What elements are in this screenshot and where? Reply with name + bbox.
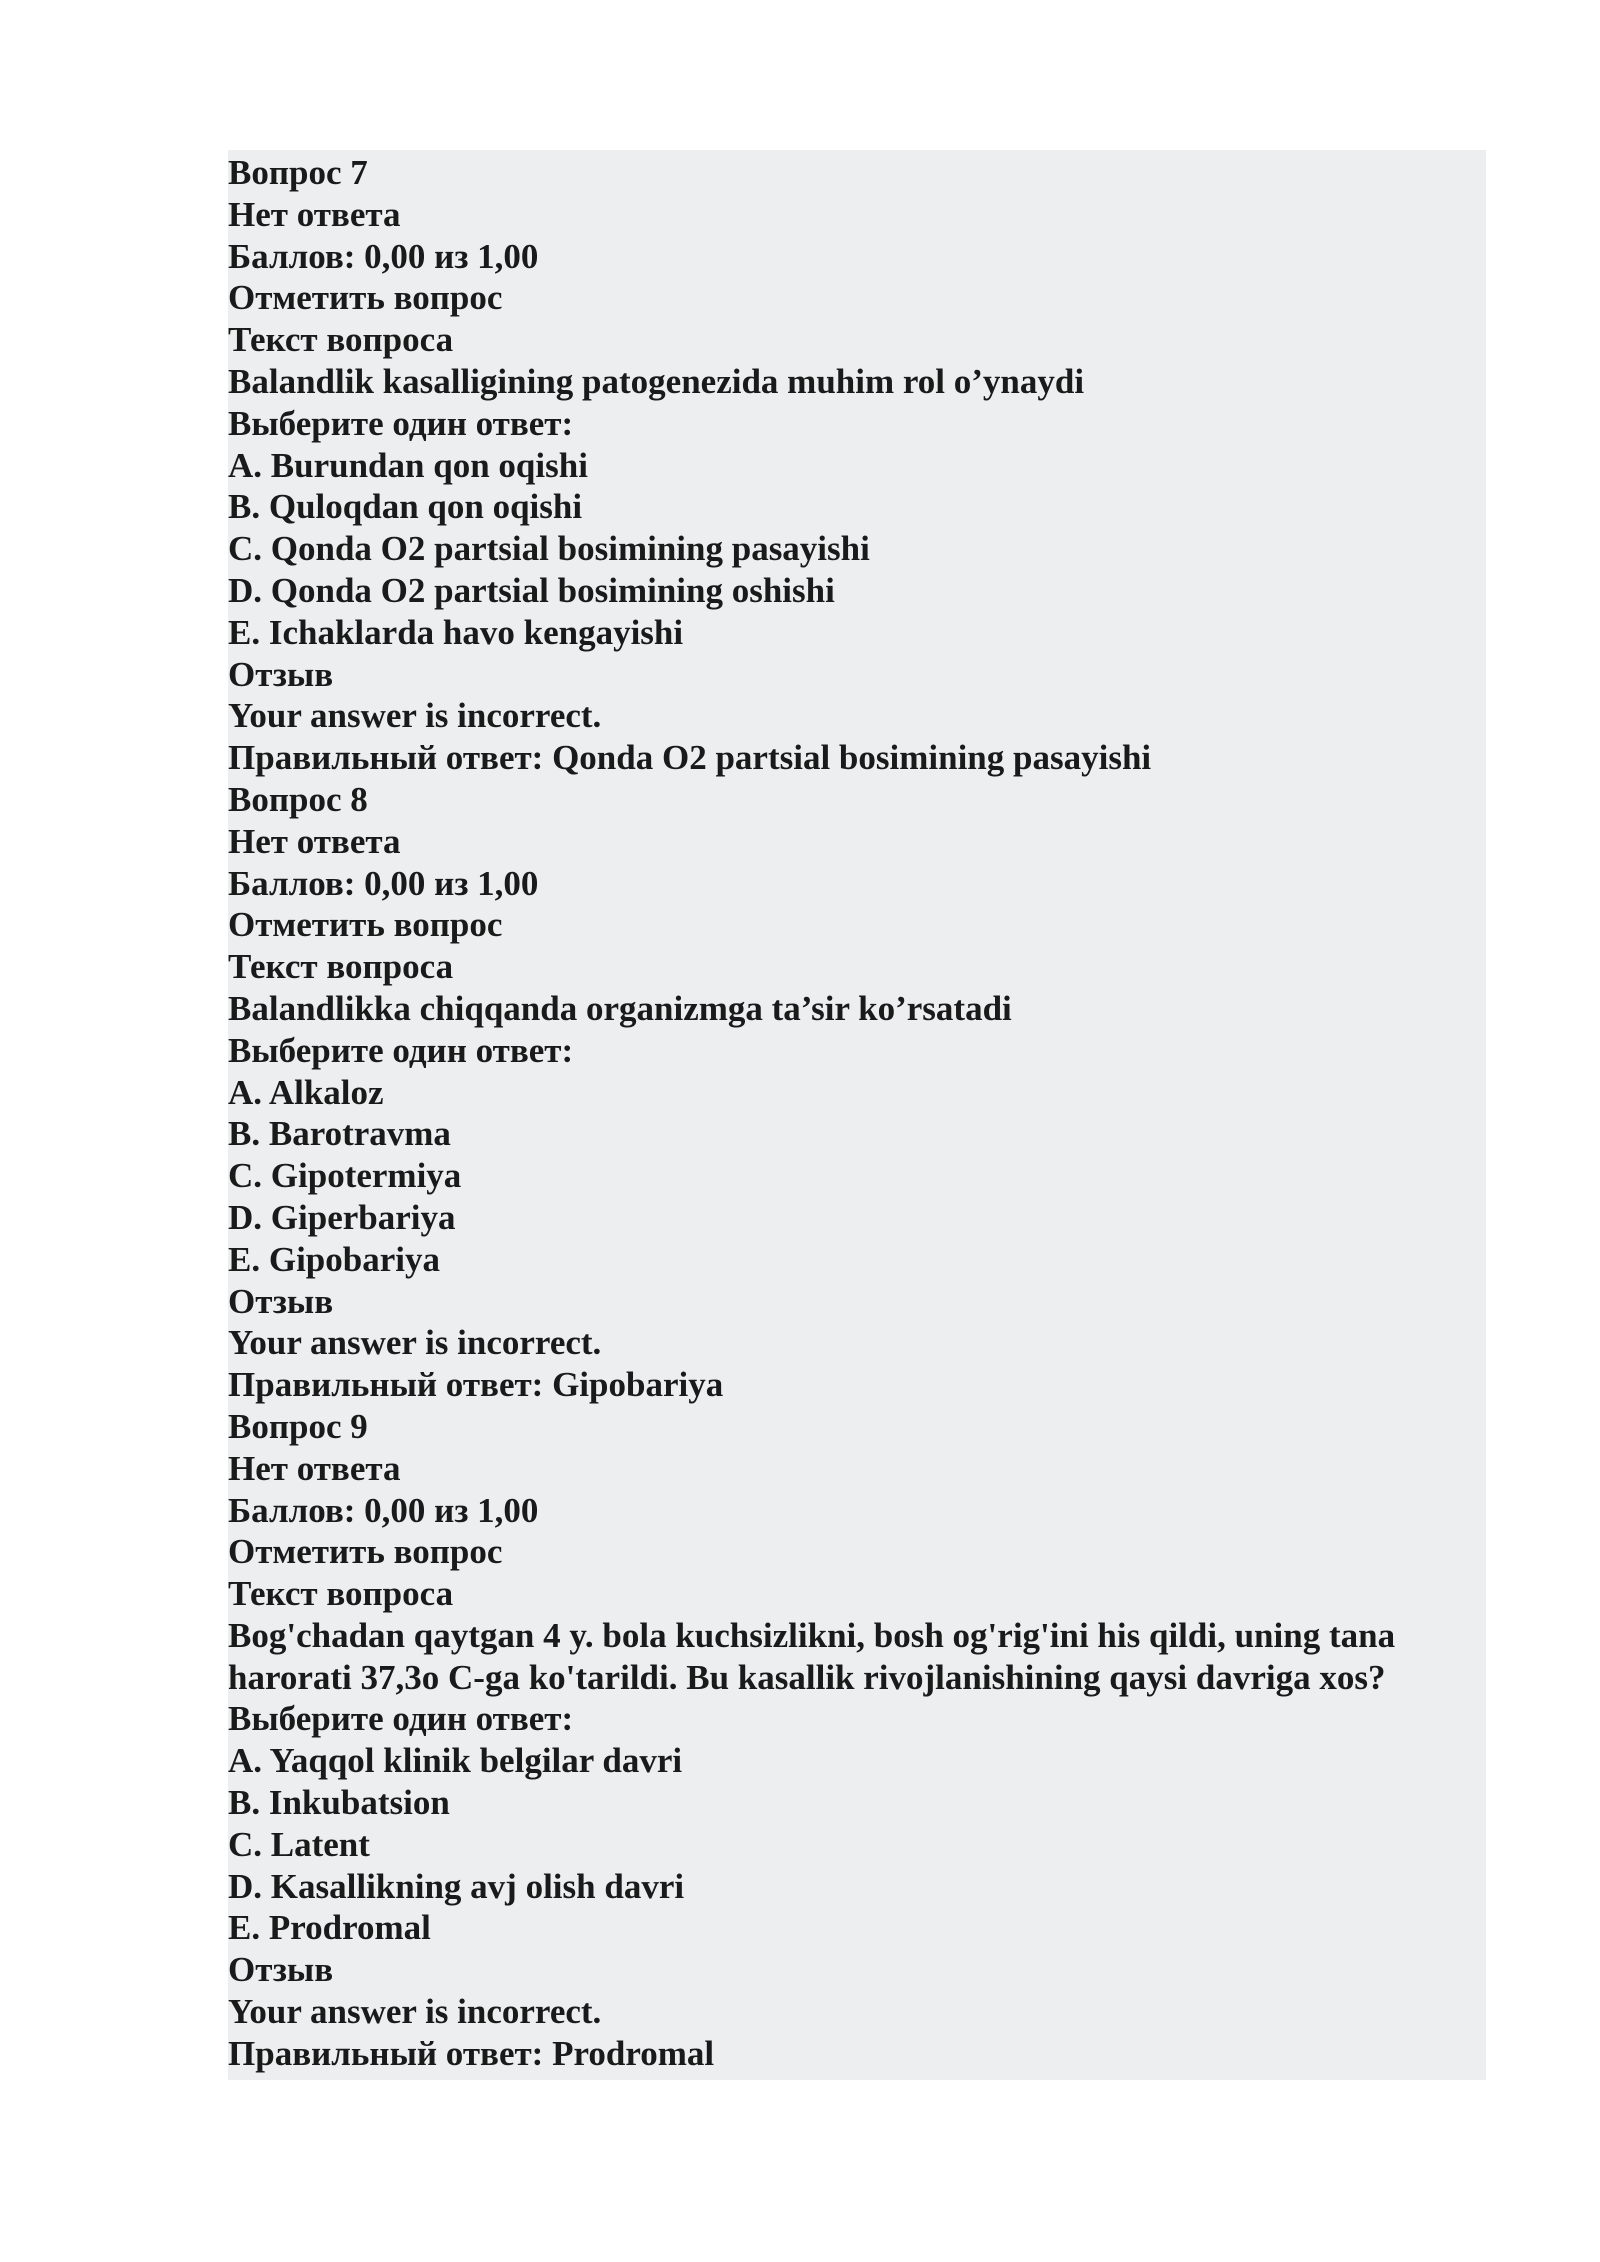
question-text-heading: Текст вопроса <box>228 320 454 360</box>
answer-option: B. Inkubatsion <box>228 1783 450 1823</box>
answer-status: Нет ответа <box>228 1448 401 1488</box>
question-block <box>228 779 1458 1406</box>
answer-option: A. Yaqqol klinik belgilar davri <box>228 1741 683 1781</box>
question-text-heading: Текст вопроса <box>228 1574 454 1614</box>
answer-option: D. Giperbariya <box>228 1197 456 1237</box>
question-number: Вопрос 7 <box>228 153 368 192</box>
feedback-text: Your answer is incorrect. <box>228 1992 602 2032</box>
question-score: Баллов: 0,00 из 1,00 <box>228 1490 539 1530</box>
question-block <box>228 1406 1458 2075</box>
answer-instruction: Выберите один ответ: <box>228 1699 574 1739</box>
feedback-heading: Отзыв <box>228 654 334 694</box>
answer-option: C. Latent <box>228 1824 370 1864</box>
feedback-text: Your answer is incorrect. <box>228 696 602 736</box>
question-score: Баллов: 0,00 из 1,00 <box>228 863 539 903</box>
correct-answer: Правильный ответ: Qonda O2 partsial bosimining pasayishi <box>228 738 1152 778</box>
flag-question-label: Отметить вопрос <box>228 278 503 318</box>
answer-option: A. Burundan qon oqishi <box>228 445 588 485</box>
correct-answer: Правильный ответ: Gipobariya <box>228 1365 724 1405</box>
feedback-heading: Отзыв <box>228 1950 334 1990</box>
answer-option: E. Gipobariya <box>228 1239 440 1279</box>
answer-instruction: Выберите один ответ: <box>228 403 574 443</box>
quiz-review-text <box>228 152 1458 2075</box>
answer-option: E. Ichaklarda havo kengayishi <box>228 612 684 652</box>
answer-status: Нет ответа <box>228 194 401 234</box>
flag-question-label: Отметить вопрос <box>228 905 503 945</box>
question-number: Вопрос 9 <box>228 1406 368 1446</box>
answer-option: C. Gipotermiya <box>228 1156 462 1196</box>
flag-question-label: Отметить вопрос <box>228 1532 503 1572</box>
correct-answer: Правильный ответ: Prodromal <box>228 2033 715 2073</box>
question-text: Bog'chadan qaytgan 4 y. bola kuchsizlikni, bosh og'rig'ini his qildi, uning tana harorati 37,3o C-ga ko'tarildi. Bu kasallik rivojlanishining qaysi davriga xos? <box>228 1615 1396 1697</box>
feedback-text: Your answer is incorrect. <box>228 1323 602 1363</box>
answer-option: D. Kasallikning avj olish davri <box>228 1866 685 1906</box>
question-score: Баллов: 0,00 из 1,00 <box>228 236 539 276</box>
question-number: Вопрос 8 <box>228 779 368 819</box>
answer-option: A. Alkaloz <box>228 1072 384 1112</box>
answer-option: B. Quloqdan qon oqishi <box>228 487 583 527</box>
answer-instruction: Выберите один ответ: <box>228 1030 574 1070</box>
feedback-heading: Отзыв <box>228 1281 334 1321</box>
answer-option: C. Qonda O2 partsial bosimining pasayishi <box>228 529 870 569</box>
answer-status: Нет ответа <box>228 821 401 861</box>
question-text: Balandlik kasalligining patogenezida muhim rol o’ynaydi <box>228 361 1085 401</box>
answer-option: E. Prodromal <box>228 1908 431 1948</box>
question-text: Balandlikka chiqqanda organizmga ta’sir ko’rsatadi <box>228 988 1012 1028</box>
answer-option: D. Qonda O2 partsial bosimining oshishi <box>228 570 835 610</box>
answer-option: B. Barotravma <box>228 1114 451 1154</box>
question-text-heading: Текст вопроса <box>228 947 454 987</box>
question-block <box>228 152 1458 779</box>
